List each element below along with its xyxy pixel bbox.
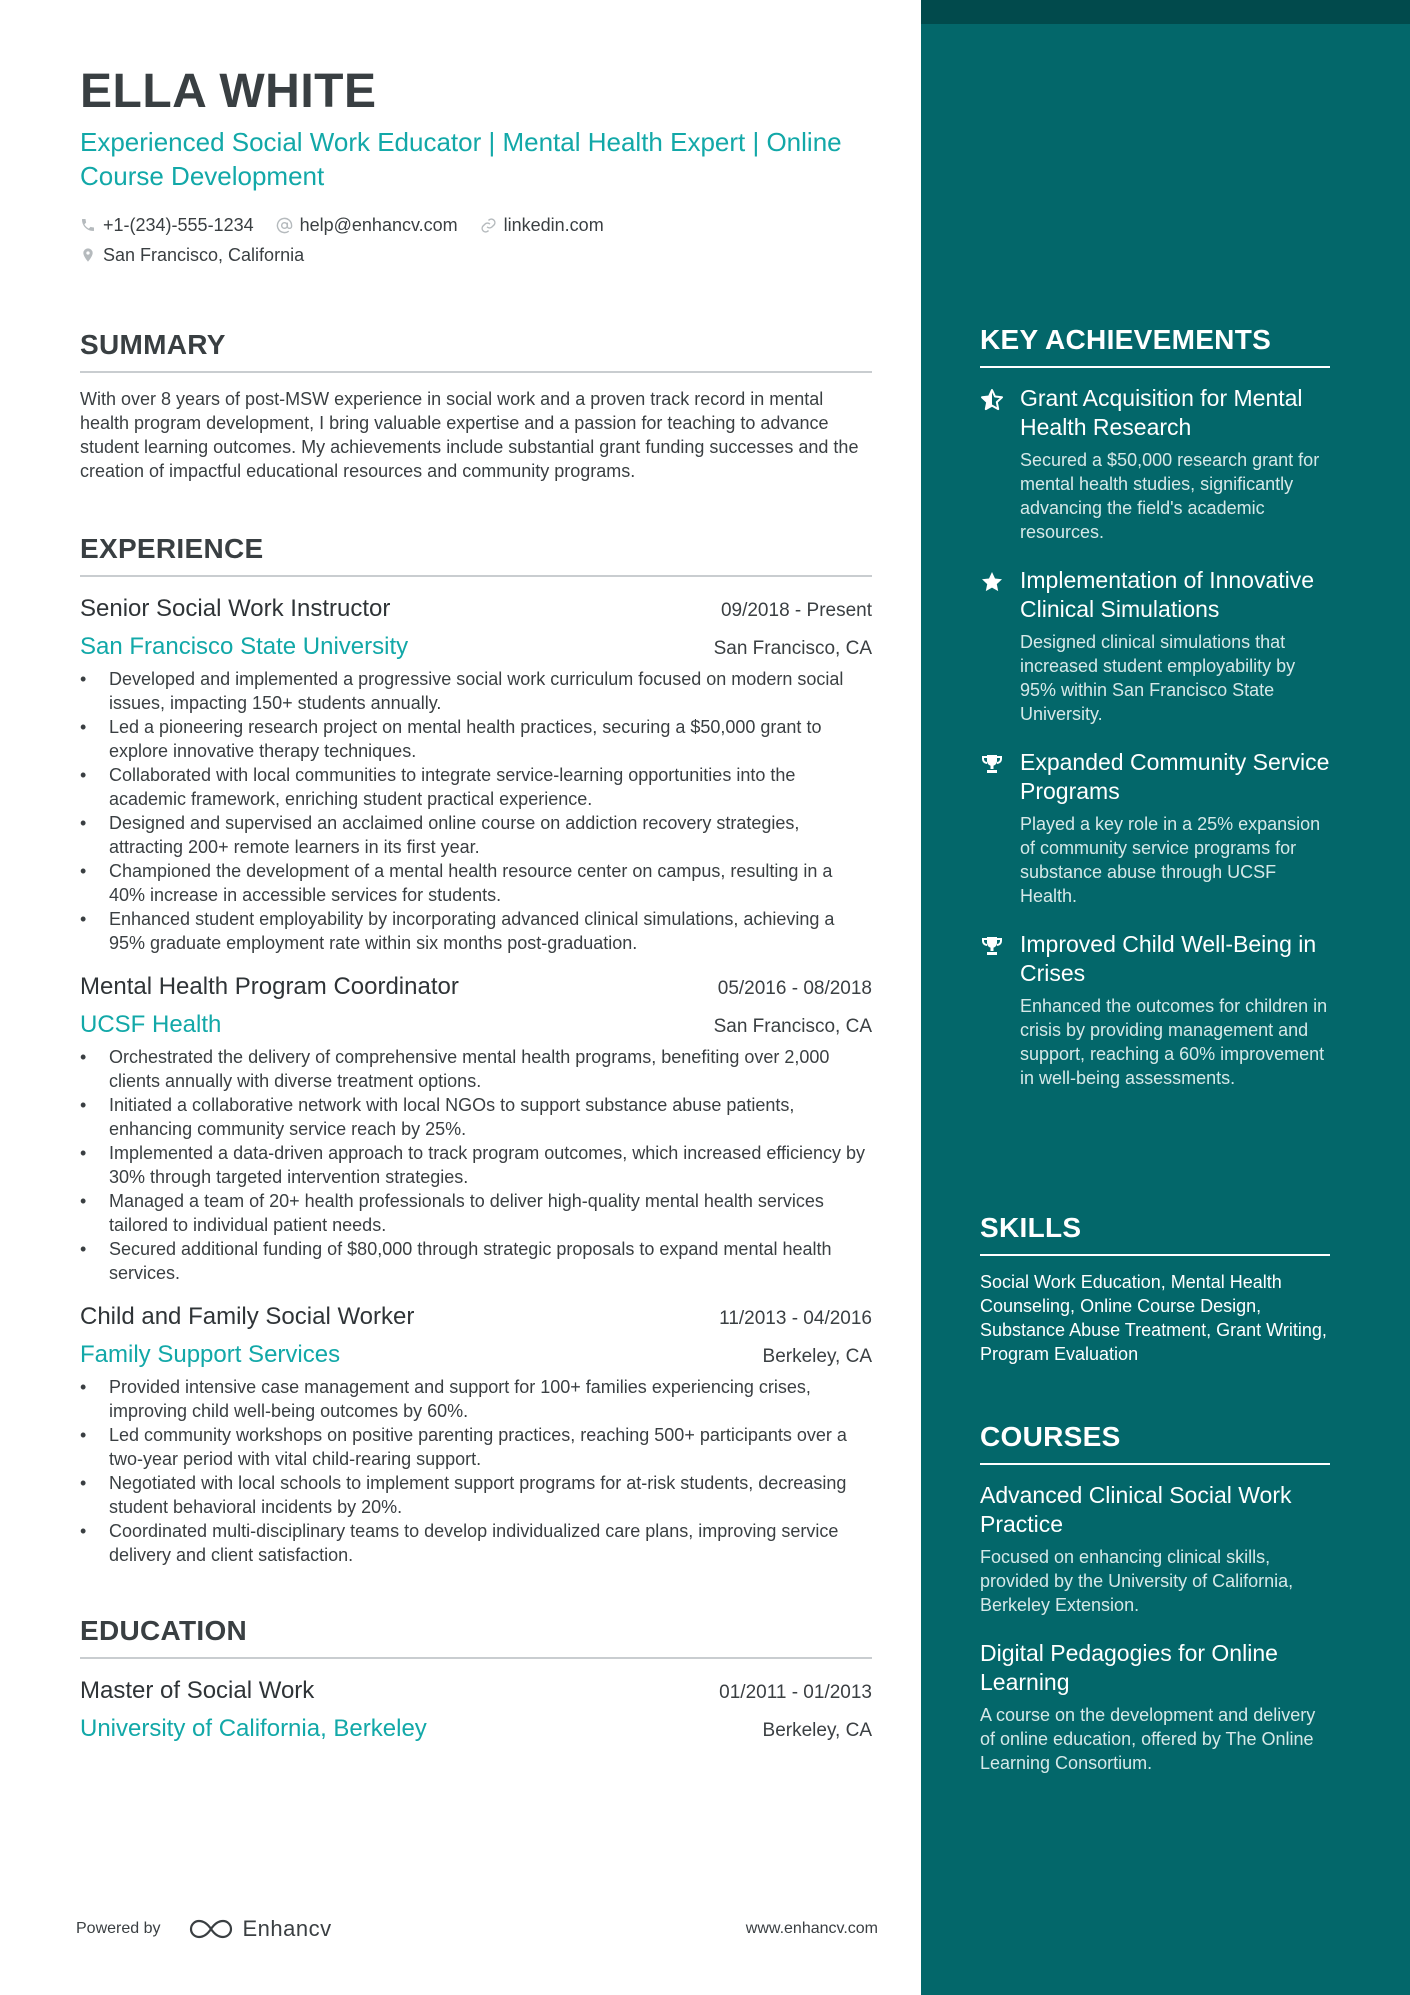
bullet-item: • Designed and supervised an acclaimed online course on addiction recovery strategies, attracting 200+ remote learners in its first year.	[80, 811, 872, 859]
trophy-icon	[980, 752, 1004, 776]
linkedin-contact[interactable]	[480, 210, 604, 240]
bullet-item: • Championed the development of a mental health resource center on campus, resulting in a 40% increase in accessible services for students.	[80, 859, 872, 907]
experience-section	[80, 531, 872, 1567]
bullet-item: • Provided intensive case management and support for 100+ families experiencing crises, improving child well-being outcomes by 60%.	[80, 1375, 872, 1423]
job-location: San Francisco, CA	[713, 638, 872, 659]
star-icon	[980, 570, 1004, 594]
bullet-item: • Initiated a collaborative network with local NGOs to support substance abuse patients, enhancing community service reach by 25%.	[80, 1093, 872, 1141]
bullet-item: • Led a pioneering research project on mental health practices, securing a $50,000 grant to explore innovative therapy techniques.	[80, 715, 872, 763]
location-text: San Francisco, California	[103, 245, 305, 265]
experience-entry	[80, 593, 872, 955]
achievement-title: Grant Acquisition for Mental Health Research	[1020, 385, 1303, 440]
bullet-item: • Negotiated with local schools to implement support programs for at-risk students, decreasing student behavioral incidents by 20%.	[80, 1471, 872, 1519]
achievement-item	[980, 748, 1330, 908]
summary-section	[80, 327, 872, 483]
achievement-description: Secured a $50,000 research grant for mental health studies, significantly advancing the field's academic resources.	[1020, 450, 1320, 542]
summary-title: SUMMARY	[80, 327, 872, 373]
job-title: Senior Social Work Instructor	[80, 595, 391, 622]
phone-icon	[80, 217, 96, 233]
school-name[interactable]: University of California, Berkeley	[80, 1715, 427, 1742]
email-contact[interactable]	[276, 210, 458, 240]
course-item	[980, 1481, 1330, 1617]
school-location: Berkeley, CA	[762, 1720, 872, 1741]
achievement-title: Implementation of Innovative Clinical Simulations	[1020, 567, 1315, 622]
achievement-description: Enhanced the outcomes for children in crisis by providing management and support, reaching a 60% improvement in well-being assessments.	[1020, 996, 1328, 1088]
job-bullets	[80, 667, 872, 955]
phone-contact[interactable]	[80, 210, 254, 240]
skills-list: Social Work Education, Mental Health Counseling, Online Course Design, Substance Abuse Treatment, Grant Writing, Program Evaluation	[980, 1272, 1327, 1364]
bullet-item: • Managed a team of 20+ health professionals to deliver high-quality mental health services tailored to individual patient needs.	[80, 1189, 872, 1237]
achievement-item	[980, 384, 1330, 544]
experience-title: EXPERIENCE	[80, 531, 872, 577]
trophy-icon	[980, 934, 1004, 958]
achievement-description: Designed clinical simulations that increased student employability by 95% within San Francisco State University.	[1020, 632, 1296, 724]
achievement-item	[980, 566, 1330, 726]
experience-entry	[80, 1301, 872, 1567]
experience-entry	[80, 971, 872, 1285]
job-title: Mental Health Program Coordinator	[80, 973, 459, 1000]
powered-by-label: Powered by	[76, 1920, 161, 1937]
location-contact	[80, 240, 304, 270]
footer	[76, 1916, 878, 1942]
course-item	[980, 1639, 1330, 1775]
employer-name[interactable]: UCSF Health	[80, 1011, 222, 1038]
achievements-section	[980, 322, 1330, 1090]
skills-title: SKILLS	[980, 1210, 1330, 1256]
education-entry	[80, 1675, 872, 1745]
education-section	[80, 1613, 872, 1745]
course-title: Advanced Clinical Social Work Practice	[980, 1482, 1292, 1537]
achievement-item	[980, 930, 1330, 1090]
achievement-description: Played a key role in a 25% expansion of community service programs for substance abuse through UCSF Health.	[1020, 814, 1321, 906]
sidebar-top-band	[921, 0, 1410, 24]
bullet-item: • Led community workshops on positive parenting practices, reaching 500+ participants over a two-year period with vital child-rearing support.	[80, 1423, 872, 1471]
job-dates: 11/2013 - 04/2016	[719, 1308, 872, 1329]
at-sign-icon	[276, 217, 293, 234]
brand-name[interactable]: Enhancv	[242, 1916, 332, 1941]
bullet-item: • Implemented a data-driven approach to track program outcomes, which increased efficiency by 30% through targeted intervention strategies.	[80, 1141, 872, 1189]
skills-section	[980, 1210, 1330, 1366]
enhancv-logo-icon	[187, 1917, 235, 1941]
course-title: Digital Pedagogies for Online Learning	[980, 1640, 1278, 1695]
powered-by	[76, 1916, 332, 1942]
achievement-title: Expanded Community Service Programs	[1020, 749, 1330, 804]
summary-text: With over 8 years of post-MSW experience in social work and a proven track record in mental health program development, I bring valuable expertise and a passion for teaching to advance student learning outcomes. My achievements include substantial grant funding successes and the creation of impactful educational resources and community programs.	[80, 389, 859, 481]
courses-section	[980, 1419, 1330, 1775]
candidate-name: ELLA WHITE	[80, 65, 377, 118]
bullet-item: • Enhanced student employability by incorporating advanced clinical simulations, achieving a 95% graduate employment rate within six months post-graduation.	[80, 907, 872, 955]
link-icon	[480, 217, 497, 234]
job-location: San Francisco, CA	[713, 1016, 872, 1037]
star-half-icon	[980, 388, 1004, 412]
linkedin-text: linkedin.com	[503, 215, 604, 235]
job-title: Child and Family Social Worker	[80, 1303, 415, 1330]
employer-name[interactable]: Family Support Services	[80, 1341, 341, 1368]
degree-name: Master of Social Work	[80, 1677, 315, 1704]
contact-info	[80, 210, 872, 270]
achievements-title: KEY ACHIEVEMENTS	[980, 322, 1330, 368]
email-text: help@enhancv.com	[299, 215, 458, 235]
job-dates: 05/2016 - 08/2018	[717, 978, 872, 999]
achievement-title: Improved Child Well-Being in Crises	[1020, 931, 1317, 986]
bullet-item: • Collaborated with local communities to integrate service-learning opportunities into the academic framework, enriching student practical experience.	[80, 763, 872, 811]
education-dates: 01/2011 - 01/2013	[719, 1682, 872, 1703]
bullet-item: • Coordinated multi-disciplinary teams to develop individualized care plans, improving service delivery and client satisfaction.	[80, 1519, 872, 1567]
course-description: Focused on enhancing clinical skills, provided by the University of California, Berkeley Extension.	[980, 1547, 1294, 1615]
employer-name[interactable]: San Francisco State University	[80, 633, 409, 660]
main-column	[80, 62, 872, 1745]
website-link[interactable]: www.enhancv.com	[745, 1920, 878, 1937]
bullet-item: • Orchestrated the delivery of comprehensive mental health programs, benefiting over 2,000 clients annually with diverse treatment options.	[80, 1045, 872, 1093]
location-pin-icon	[80, 246, 96, 264]
bullet-item: • Developed and implemented a progressive social work curriculum focused on modern social issues, impacting 150+ students annually.	[80, 667, 872, 715]
course-description: A course on the development and delivery of online education, offered by The Online Learning Consortium.	[980, 1705, 1316, 1773]
phone-text: +1-(234)-555-1234	[103, 215, 254, 235]
job-location: Berkeley, CA	[762, 1346, 872, 1367]
courses-title: COURSES	[980, 1419, 1330, 1465]
job-bullets	[80, 1375, 872, 1567]
bullet-item: • Secured additional funding of $80,000 through strategic proposals to expand mental health services.	[80, 1237, 872, 1285]
education-title: EDUCATION	[80, 1613, 872, 1659]
job-dates: 09/2018 - Present	[720, 600, 872, 621]
headline: Experienced Social Work Educator | Mental Health Expert | Online Course Development	[80, 127, 842, 191]
job-bullets	[80, 1045, 872, 1285]
